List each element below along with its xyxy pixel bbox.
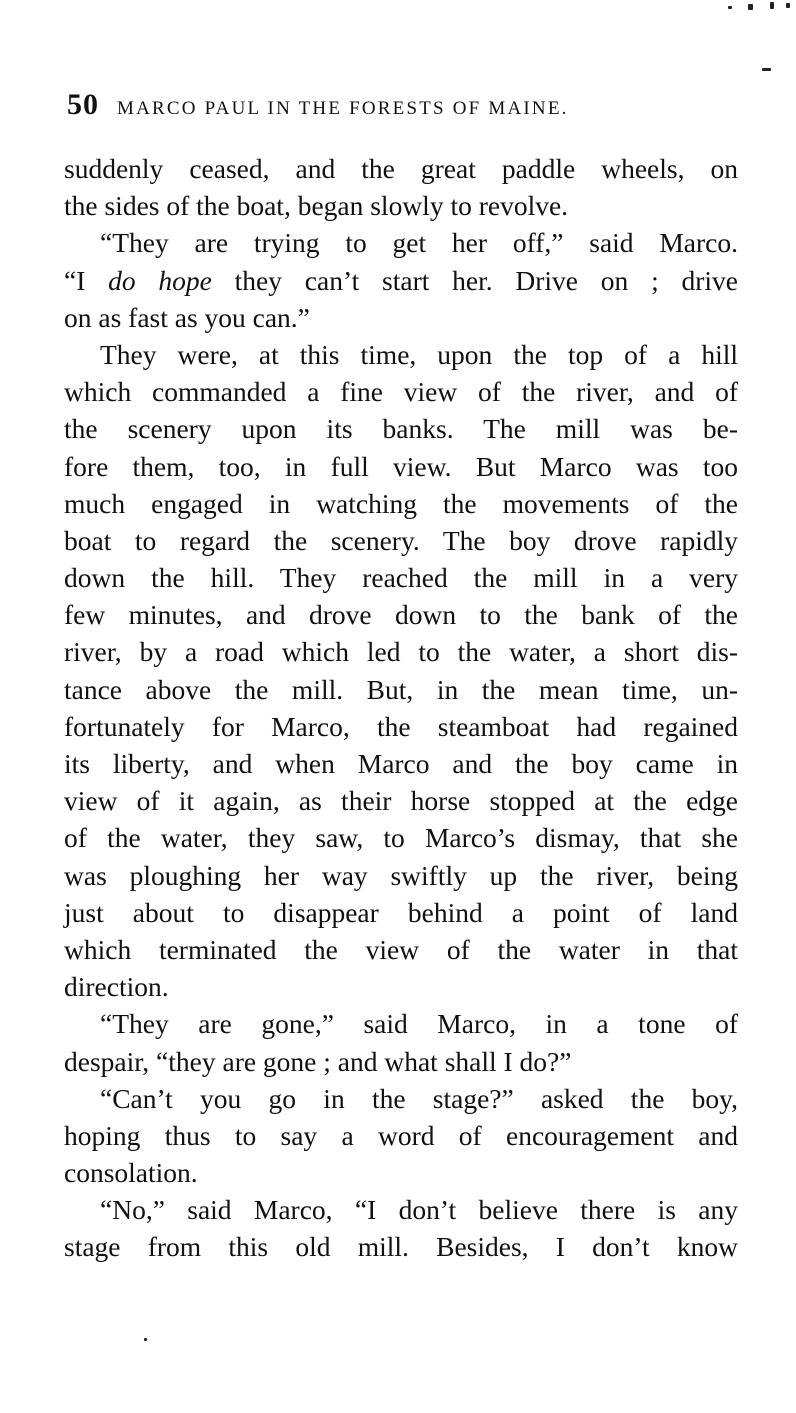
text-line: few minutes, and drove down to the bank of the (64, 599, 738, 631)
text-fragment: they can’t start her. Drive on ; drive (234, 264, 738, 296)
scan-speck (770, 2, 774, 9)
text-line: much engaged in watching the movements of the (64, 487, 738, 519)
text-line: of the water, they saw, to Marco’s dismay, that she (64, 822, 738, 854)
text-line: its liberty, and when Marco and the boy came in (64, 748, 738, 779)
scan-speck (144, 1338, 147, 1341)
text-line: which commanded a fine view of the river, and of (64, 376, 738, 408)
text-line: just about to disappear behind a point of land (64, 896, 738, 928)
body-text (64, 150, 738, 1266)
text-line: “They are trying to get her off,” said Marco. (100, 227, 738, 259)
text-line: down the hill. They reached the mill in a very (64, 562, 738, 594)
text-line: the sides of the boat, began slowly to revolve. (64, 190, 569, 222)
text-line: “They are gone,” said Marco, in a tone of (100, 1008, 738, 1040)
text-line: view of it again, as their horse stopped at the edge (64, 785, 738, 817)
running-header (67, 88, 737, 128)
text-fragment: “I (64, 264, 86, 296)
scan-speck (748, 4, 753, 10)
page-number: 50 (67, 88, 99, 121)
text-line: tance above the mill. But, in the mean time, un- (64, 673, 738, 705)
text-line: stage from this old mill. Besides, I don’t know (64, 1231, 738, 1263)
text-line: river, by a road which led to the water, a short dis- (64, 636, 738, 668)
text-line: the scenery upon its banks. The mill was be- (64, 413, 738, 445)
text-line: “No,” said Marco, “I don’t believe there is any (100, 1194, 738, 1226)
text-line: hoping thus to say a word of encouragement and (64, 1119, 738, 1151)
scan-speck (762, 68, 771, 71)
scan-speck (728, 6, 732, 9)
text-line: “Can’t you go in the stage?” asked the boy, (100, 1082, 738, 1114)
running-title: MARCO PAUL IN THE FORESTS OF MAINE. (117, 98, 569, 119)
text-line: was ploughing her way swiftly up the river, being (64, 859, 738, 891)
text-line: which terminated the view of the water in that (64, 933, 738, 965)
text-line: suddenly ceased, and the great paddle wheels, on (64, 153, 738, 184)
text-line: direction. (64, 971, 169, 1003)
italic-emphasis: do hope (108, 264, 212, 296)
text-line: boat to regard the scenery. The boy drove rapidly (64, 524, 738, 556)
text-line: on as fast as you can.” (64, 301, 310, 333)
text-line: fortunately for Marco, the steamboat had regained (64, 710, 738, 742)
text-line: despair, “they are gone ; and what shall I do?” (64, 1045, 572, 1077)
scan-speck (786, 3, 790, 8)
text-line: consolation. (64, 1157, 198, 1189)
text-line (64, 262, 738, 299)
text-line: They were, at this time, upon the top of a hill (100, 338, 738, 370)
text-line: fore them, too, in full view. But Marco was too (64, 450, 738, 482)
